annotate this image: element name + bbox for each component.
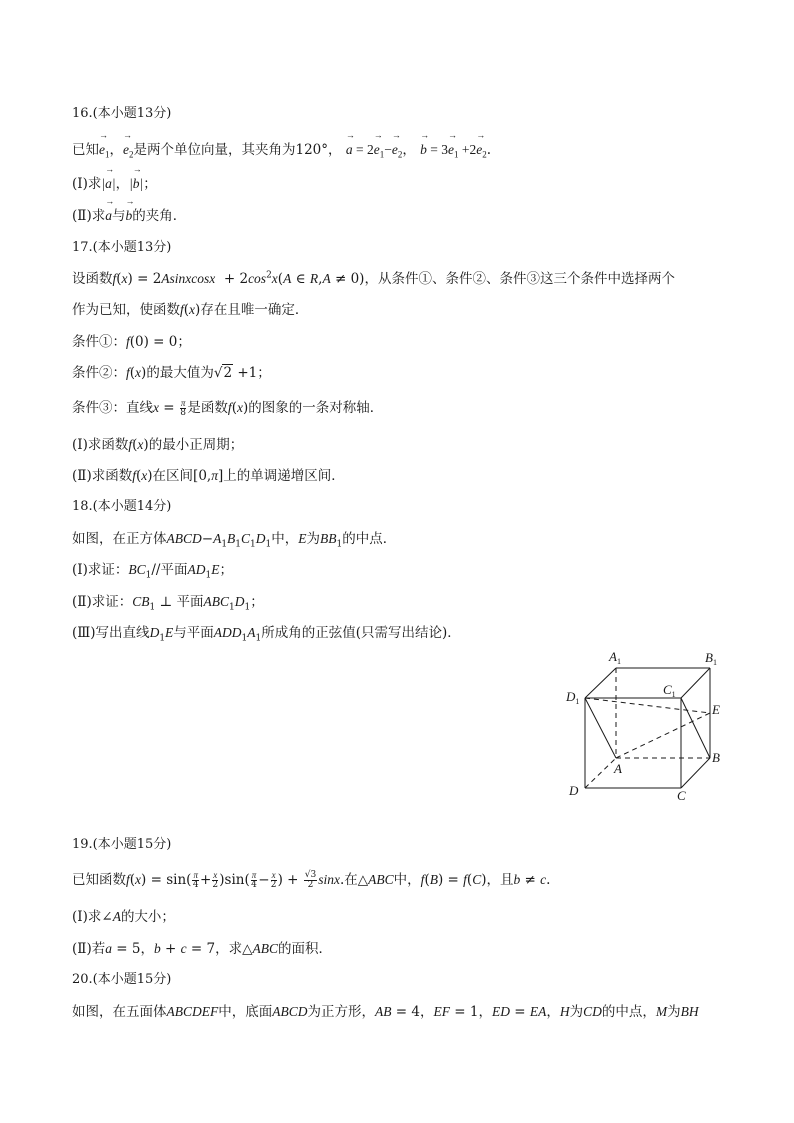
problem-18-part-2: (Ⅱ)求证：$CB_1$ ⊥ 平面$ABC_1D_1$； <box>72 594 264 613</box>
label-a1: $A_1$ <box>609 649 621 666</box>
segment-d1-e <box>585 698 710 713</box>
edge-d-a-hidden <box>585 758 616 788</box>
problem-17-part-1: (Ⅰ)求函数f(x)的最小正周期； <box>72 437 244 453</box>
problem-18-part-1: (Ⅰ)求证：$BC_1//$平面$AD_1E$； <box>72 562 233 581</box>
label-a: A <box>614 761 622 776</box>
problem-18-intro: 如图，在正方体$ABCD-A_1B_1C_1D_1$中，E为$BB_1$的中点． <box>72 531 397 550</box>
segment-c1-b <box>681 698 710 758</box>
label-b1: $B_1$ <box>705 650 717 667</box>
problem-17-intro-line-2: 作为已知，使函数f(x)存在且唯一确定． <box>72 302 309 318</box>
problem-19-part-2: (Ⅱ)若a = 5，b + c = 7，求△ABC的面积． <box>72 941 332 957</box>
problem-18-header: 18.(本小题14分) <box>72 499 172 514</box>
problem-16-part-1: (Ⅰ)求|→ a|，|→ b|； <box>72 174 157 194</box>
problem-20-header: 20.(本小题15分) <box>72 972 172 987</box>
label-b: B <box>712 750 720 765</box>
label-d: D <box>569 783 579 798</box>
problem-17-condition-3: 条件③：直线x = $\frac{\pi}{8}$ 是函数f(x)的图象的一条对称轴． <box>72 398 384 418</box>
edge-c-b <box>681 758 710 788</box>
segment-a-e <box>616 713 710 758</box>
problem-17-condition-1: 条件①：f(0) = 0； <box>72 334 191 350</box>
problem-20-intro: 如图，在五面体ABCDEF中，底面ABCD为正方形，AB = 4，EF = 1，ED = EA，H为CD的中点，M为BH <box>72 1004 699 1020</box>
problem-17-header: 17.(本小题13分) <box>72 240 172 255</box>
problem-17-intro: 设函数f(x) = 2Asinxcosx + $2\cos^2x(A$ ∈ R,A ≠ 0)，从条件①、条件②、条件③这三个条件中选择两个 <box>72 270 675 287</box>
problem-16-statement: 已知→ $e_1$，→ $e_2$是两个单位向量，其夹角为120°， → $a = 2\to e_1-\to e_2$， → $b = 3\to e_1 +2\to e_2$. <box>72 140 491 160</box>
edge-c1-b1 <box>681 668 710 698</box>
label-d1: $D_1$ <box>566 689 580 706</box>
problem-17-part-2: (Ⅱ)求函数f(x)在区间[0,π]上的单调递增区间． <box>72 468 345 484</box>
problem-17-condition-2: 条件②：f(x)的最大值为√2 +1； <box>72 365 271 381</box>
problem-16-part-2: (Ⅱ)求→ a与→ b的夹角． <box>72 206 186 226</box>
edge-d1-a1 <box>585 668 616 698</box>
cube-figure <box>560 646 730 806</box>
problem-16-header: 16.(本小题13分) <box>72 106 172 121</box>
segment-d1-a <box>585 698 616 758</box>
label-e: E <box>712 702 720 717</box>
problem-19-header: 19.(本小题15分) <box>72 837 172 852</box>
problem-18-part-3: (Ⅲ)写出直线$D_1E$与平面$ADD_1A_1$所成角的正弦值(只需写出结论)． <box>72 625 461 644</box>
label-c: C <box>677 788 686 803</box>
problem-19-intro: 已知函数f(x) = sin( $\frac{\pi}{4}$ + $\frac{x}{2}$ )sin( $\frac{\pi}{4}$ − $\frac{x}{2}$ ) + $\frac{√3}{2}$ sinx.在△ABC中，f(B) = f(C)，且b ≠ c. <box>72 870 551 890</box>
problem-19-part-1: (Ⅰ)求∠A的大小； <box>72 909 175 925</box>
label-c1: $C_1$ <box>663 682 676 699</box>
